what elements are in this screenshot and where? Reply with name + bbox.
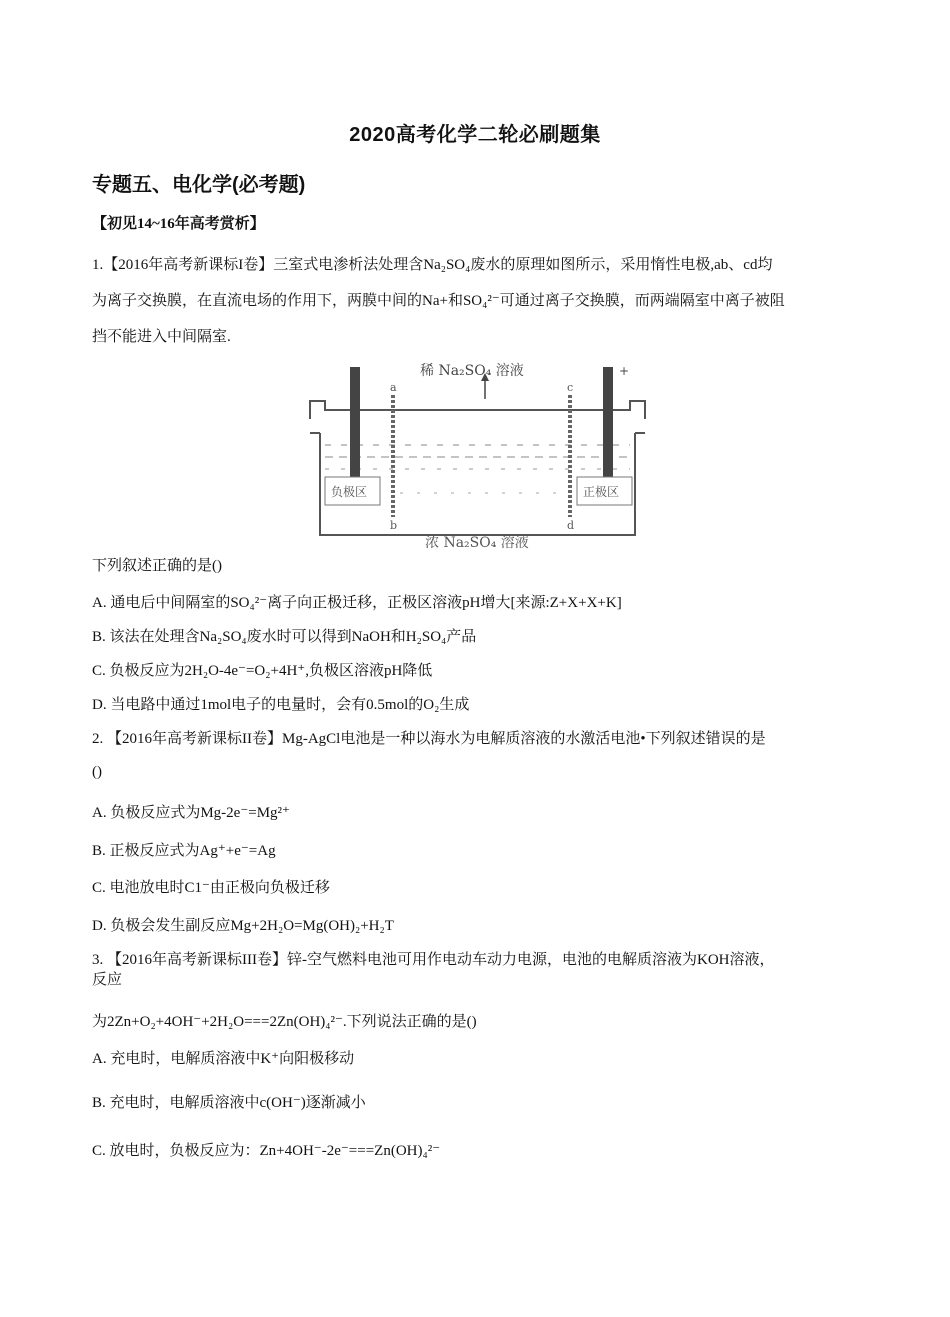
q2-option-d: D. 负极会发生副反应Mg+2H₂O=Mg(OH)₂+H₂T (92, 918, 394, 934)
membrane-b-label: b (390, 519, 398, 532)
positive-region-label: 正极区 (583, 485, 620, 499)
q3-option-b: B. 充电时，电解质溶液中c(OH⁻)逐渐减小 (92, 1095, 366, 1111)
q1-option-c: C. 负极反应为2H₂O-4e⁻=O₂+4H⁺,负极区溶液pH降低 (92, 663, 433, 679)
section-heading: 专题五、电化学(必考题) (92, 174, 306, 196)
q1-line-1: 1.【2016年高考新课标I卷】三室式电渗析法处理含Na₂SO₄废水的原理如图所示，采用惰性电极,ab、cd均 (92, 257, 773, 273)
q1-option-d: D. 当电路中通过1mol电子的电量时，会有0.5mol的O₂生成 (92, 697, 470, 713)
q3-line-2: 为2Zn+O₂+4OH⁻+2H₂O===2Zn(OH)₄²⁻.下列说法正确的是() (92, 1014, 477, 1030)
q1-line-3: 挡不能进入中间隔室. (92, 329, 231, 345)
plus-sign: + (619, 364, 630, 378)
membrane-c-label: c (567, 381, 574, 394)
intro-heading: 【初见14~16年高考赏析】 (92, 216, 265, 232)
tank-rim (310, 401, 645, 419)
tank-body (320, 433, 635, 535)
q3-line-1: 3. 【2016年高考新课标III卷】锌-空气燃料电池可用作电动车动力电源，电池的电解质溶液为KOH溶液， (92, 952, 775, 968)
positive-electrode (603, 367, 613, 477)
q1-stem: 下列叙述正确的是() (92, 558, 222, 574)
bottom-solution-label: 浓 Na₂SO₄ 溶液 (425, 535, 529, 551)
q3-option-a: A. 充电时，电解质溶液中K⁺向阳极移动 (92, 1051, 355, 1067)
negative-electrode (350, 367, 360, 477)
q3-line-1-continued: 反应 (92, 972, 123, 988)
q2-line-1: 2. 【2016年高考新课标II卷】Mg-AgCl电池是一种以海水为电解质溶液的水激活电池•下列叙述错误的是 (92, 731, 766, 747)
q2-option-b: B. 正极反应式为Ag⁺+e⁻=Ag (92, 843, 276, 859)
q2-option-c: C. 电池放电时C1⁻由正极向负极迁移 (92, 880, 330, 896)
negative-region-label: 负极区 (331, 485, 368, 499)
q3-option-c: C. 放电时，负极反应为：Zn+4OH⁻-2e⁻===Zn(OH)₄²⁻ (92, 1143, 441, 1159)
q1-option-a: A. 通电后中间隔室的SO₄²⁻离子向正极迁移，正极区溶液pH增大[来源:Z+X+X+K] (92, 595, 622, 611)
q2-line-2: () (92, 764, 102, 780)
electrodialysis-diagram (305, 357, 650, 555)
top-solution-label: 稀 Na₂SO₄ 溶液 (420, 363, 524, 379)
q1-line-2: 为离子交换膜，在直流电场的作用下，两膜中间的Na+和SO₄²⁻可通过离子交换膜，而两端隔室中离子被阻 (92, 293, 785, 309)
q1-option-b: B. 该法在处理含Na₂SO₄废水时可以得到NaOH和H₂SO₄产品 (92, 629, 477, 645)
q2-option-a: A. 负极反应式为Mg-2e⁻=Mg²⁺ (92, 805, 290, 821)
document-title: 2020高考化学二轮必刷题集 (349, 124, 601, 146)
membrane-a-label: a (390, 381, 397, 394)
membrane-d-label: d (567, 519, 575, 532)
